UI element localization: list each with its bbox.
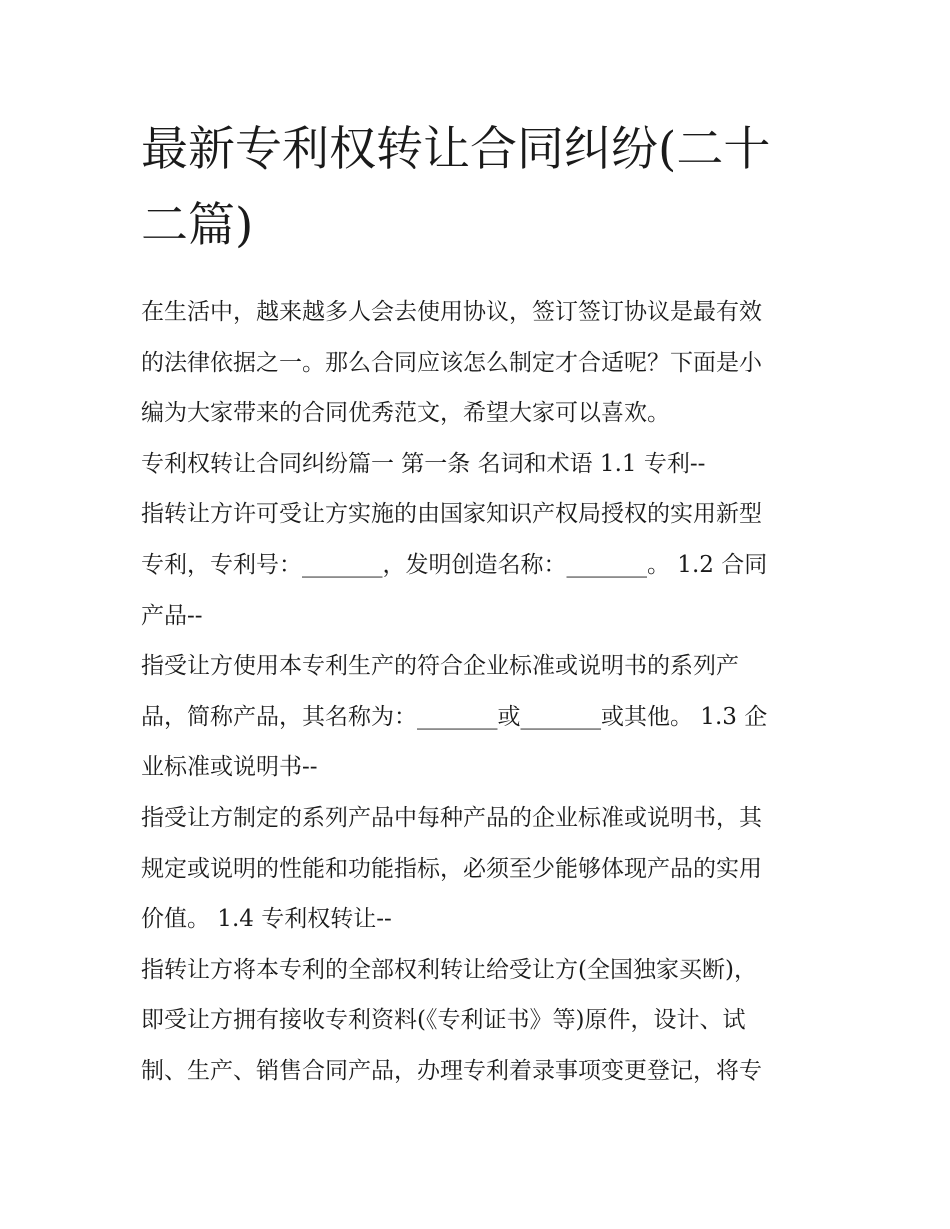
- body-line: 指受让方使用本专利生产的符合企业标准或说明书的系列产: [141, 653, 739, 680]
- body-line: 产品--: [141, 602, 203, 629]
- body-line: 指受让方制定的系列产品中每种产品的企业标准或说明书，其: [141, 804, 762, 831]
- body-line: 在生活中，越来越多人会去使用协议，签订签订协议是最有效: [141, 299, 762, 325]
- document-body: [141, 287, 813, 1097]
- body-line: 品，简称产品，其名称为：_______或_______或其他。 1.3 企: [141, 703, 768, 730]
- body-line: 专利权转让合同纠纷篇一 第一条 名词和术语 1.1 专利--: [141, 450, 706, 477]
- title-line: 最新专利权转让合同纠纷(二十: [141, 122, 771, 177]
- title-line: 二篇): [141, 198, 254, 253]
- body-line: 即受让方拥有接收专利资料(《专利证书》等)原件，设计、试: [141, 1007, 746, 1034]
- body-line: 制、生产、销售合同产品，办理专利着录事项变更登记，将专: [141, 1057, 762, 1084]
- body-line: 业标准或说明书--: [141, 754, 318, 781]
- document-title: [141, 112, 813, 264]
- body-line: 指转让方将本专利的全部权利转让给受让方(全国独家买断)，: [141, 956, 757, 983]
- body-line: 规定或说明的性能和功能指标，必须至少能够体现产品的实用: [141, 855, 762, 882]
- body-line: 的法律依据之一。那么合同应该怎么制定才合适呢？下面是小: [141, 349, 762, 376]
- document-content: [141, 112, 813, 1097]
- body-line: 价值。 1.4 专利权转让--: [141, 906, 392, 933]
- body-line: 编为大家带来的合同优秀范文，希望大家可以喜欢。: [141, 400, 670, 427]
- body-line: 指转让方许可受让方实施的由国家知识产权局授权的实用新型: [141, 501, 762, 528]
- body-line: 专利，专利号：_______，发明创造名称：_______。 1.2 合同: [141, 551, 768, 578]
